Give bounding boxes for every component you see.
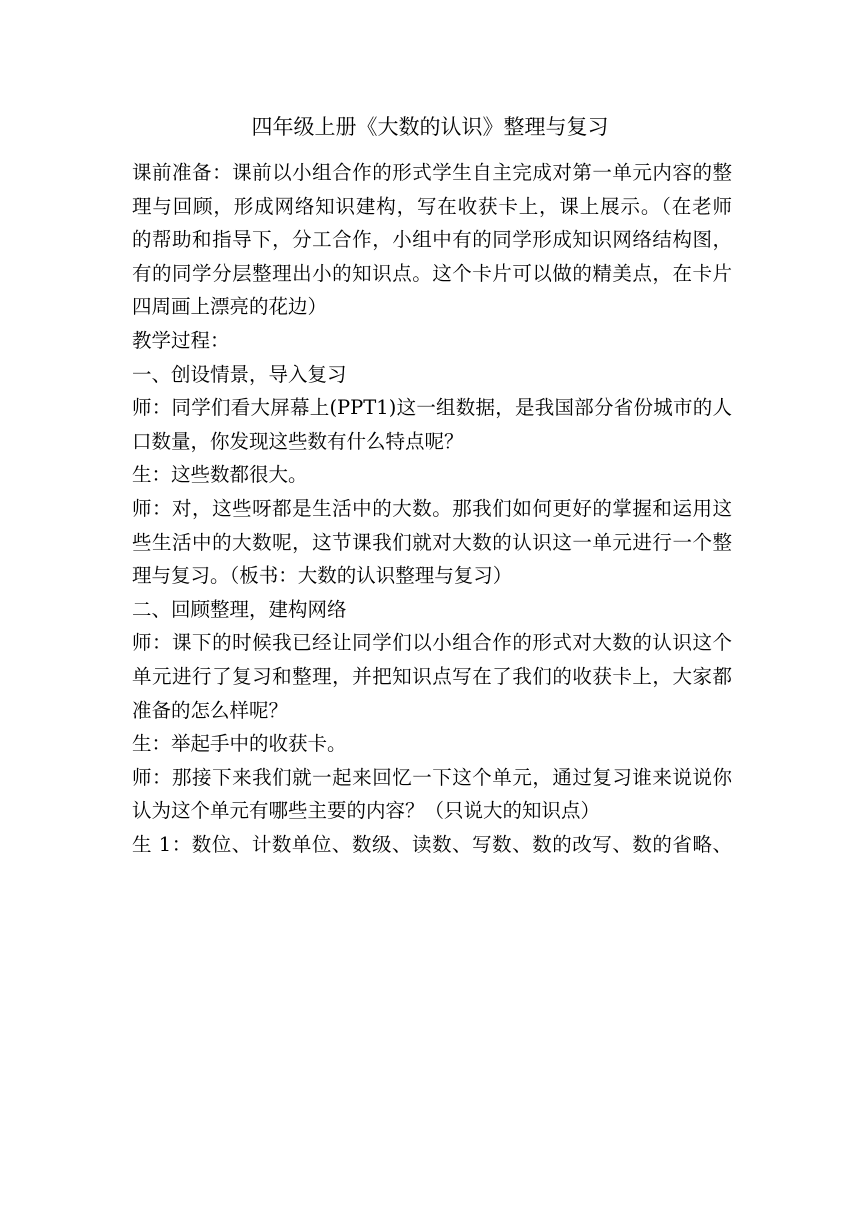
paragraph-student-1 [132,458,732,492]
document-body [132,156,732,861]
text-line: 生 1：数位、计数单位、数级、读数、写数、数的改写、数的省略、 [132,832,732,856]
text-line: 师：对，这些呀都是生活中的大数。那我们如何更好的掌握和运用这 [132,496,732,520]
text-line: 四周画上漂亮的花边） [132,295,328,319]
document-title: 四年级上册《大数的认识》整理与复习 [251,115,609,139]
text-line: 准备的怎么样呢？ [132,698,289,722]
text-line: 口数量，你发现这些数有什么特点呢？ [132,429,464,453]
paragraph-teacher-2 [132,492,732,593]
paragraph-student-2 [132,727,732,761]
text-line: 课前准备：课前以小组合作的形式学生自主完成对第一单元内容的整 [132,161,732,184]
text-line: 的帮助和指导下，分工合作，小组中有的同学形成知识网络结构图， [132,228,732,252]
text-line: 理与回顾，形成网络知识建构，写在收获卡上，课上展示。（在老师 [132,194,732,218]
paragraph-section-2-heading [132,593,732,627]
paragraph-preparation [132,156,732,324]
paragraph-teacher-3 [132,626,732,727]
paragraph-student-3 [132,828,732,862]
section-heading: 教学过程： [132,328,230,352]
text-line: 生：举起手中的收获卡。 [132,732,347,756]
text-line: 单元进行了复习和整理，并把知识点写在了我们的收获卡上，大家都 [132,664,732,688]
text-line: 师：同学们看大屏幕上(PPT1)这一组数据，是我国部分省份城市的人 [132,396,732,420]
text-line: 些生活中的大数呢，这节课我们就对大数的认识这一单元进行一个整 [132,530,732,554]
text-line: 师：那接下来我们就一起来回忆一下这个单元，通过复习谁来说说你 [132,765,732,789]
text-line: 生：这些数都很大。 [132,463,308,487]
paragraph-teacher-4 [132,761,732,828]
text-line: 有的同学分层整理出小的知识点。这个卡片可以做的精美点，在卡片 [132,261,732,285]
section-heading: 二、回顾整理，建构网络 [132,597,347,621]
text-line: 师：课下的时候我已经让同学们以小组合作的形式对大数的认识这个 [132,631,732,655]
paragraph-section-1-heading [132,358,732,392]
text-line: 理与复习。（板书：大数的认识整理与复习） [132,564,513,588]
paragraph-teacher-1 [132,391,732,458]
paragraph-process-heading [132,324,732,358]
section-heading: 一、创设情景，导入复习 [132,362,347,386]
text-line: 认为这个单元有哪些主要的内容？（只说大的知识点） [132,799,601,823]
